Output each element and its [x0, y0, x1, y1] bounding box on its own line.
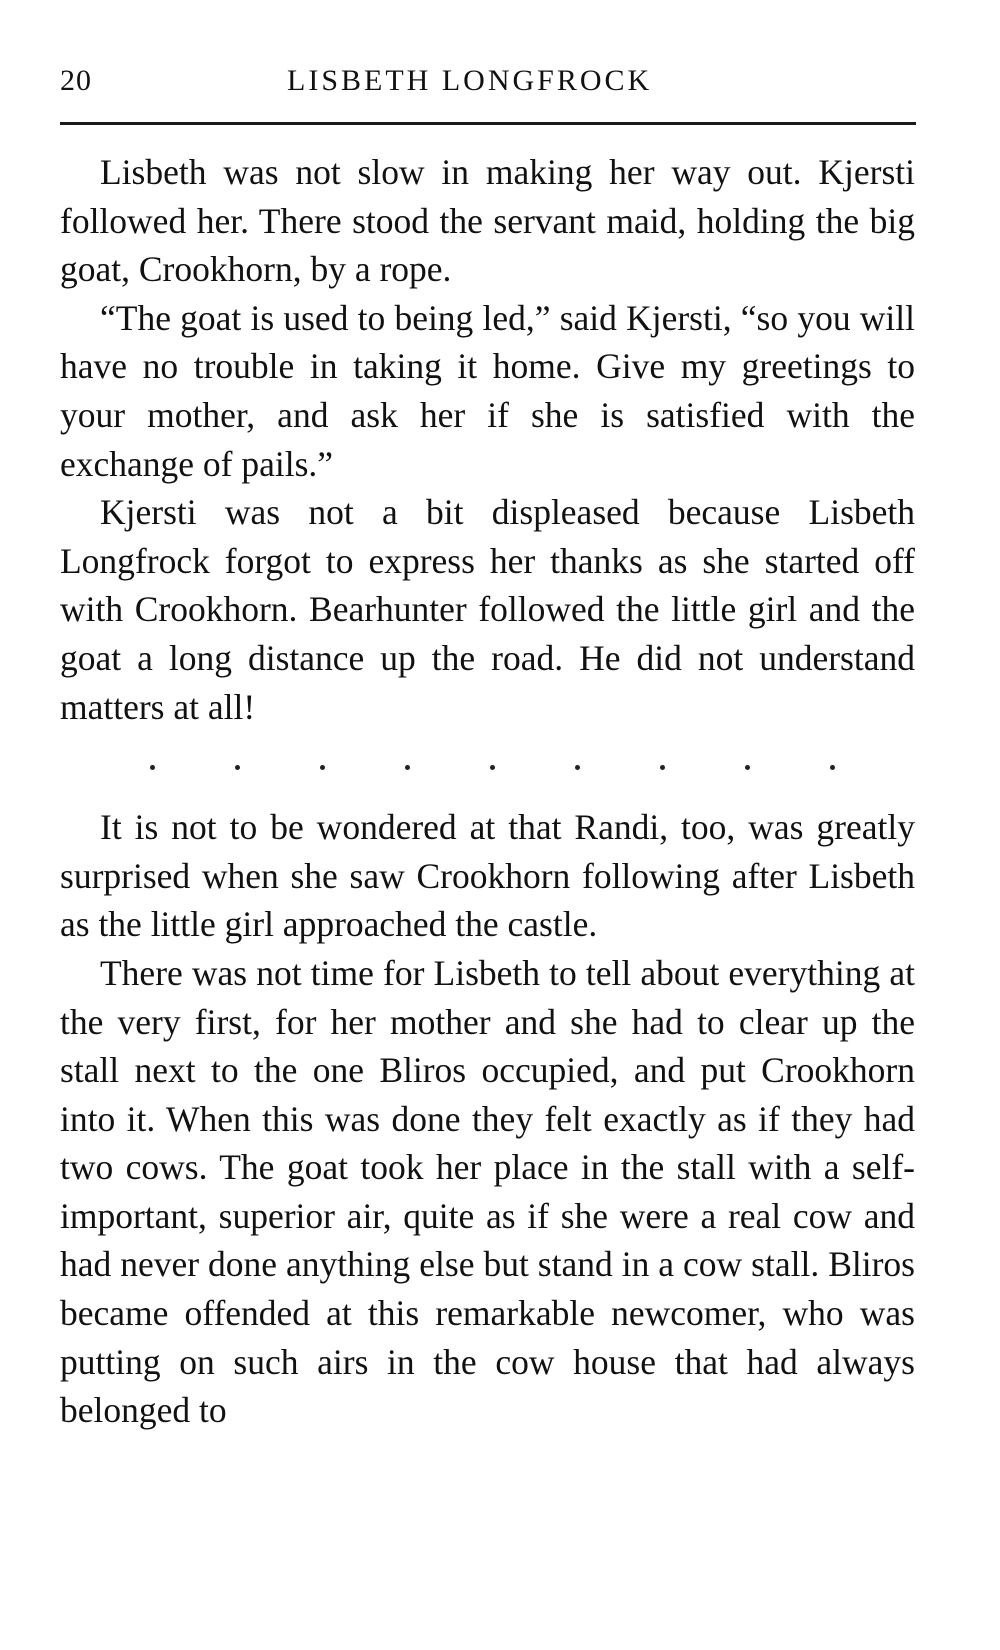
running-title: LISBETH LONGFROCK: [287, 64, 653, 97]
section-break-dot: [320, 765, 325, 770]
section-break-dot: [660, 765, 665, 770]
section-break-dot: [405, 765, 410, 770]
paragraph: Kjersti was not a bit displeased because Lisbeth Longfrock forgot to express her thanks as she started off with Crookhorn. Bearhunter followed the little girl and the goat a long distance up the road. He did not understand matters at all!: [60, 492, 915, 727]
paragraph: “The goat is used to being led,” said Kjersti, “so you will have no trouble in taking it home. Give my greetings to your mother, and ask her if she is satisfied with the exchange of pails.”: [60, 297, 915, 484]
paragraph: It is not to be wondered at that Randi, too, was greatly surprised when she saw Crookhorn following after Lisbeth as the little girl approached the castle.: [60, 807, 915, 945]
section-break-dot: [235, 765, 240, 770]
header-rule: [60, 122, 916, 125]
page-number: 20: [60, 64, 92, 97]
section-break-dot: [575, 765, 580, 770]
page-header: [60, 60, 915, 104]
paragraph: Lisbeth was not slow in making her way out. Kjersti followed her. There stood the servant maid, holding the big goat, Crookhorn, by a rope.: [60, 152, 915, 290]
section-break-dot: [150, 765, 155, 770]
section-break-dot: [830, 765, 835, 770]
paragraph: There was not time for Lisbeth to tell about everything at the very first, for her mother and she had to clear up the stall next to the one Bliros occupied, and put Crookhorn into it. When this was done they felt exactly as if they had two cows. The goat took her place in the stall with a self-important, superior air, quite as if she were a real cow and had never done anything else but stand in a cow stall. Bliros became offended at this remarkable newcomer, who was putting on such airs in the cow house that had always belonged to: [60, 952, 915, 1431]
section-break: [60, 731, 915, 803]
section-break-dot: [745, 765, 750, 770]
section-break-dot: [490, 765, 495, 770]
body-text: [60, 148, 915, 1435]
